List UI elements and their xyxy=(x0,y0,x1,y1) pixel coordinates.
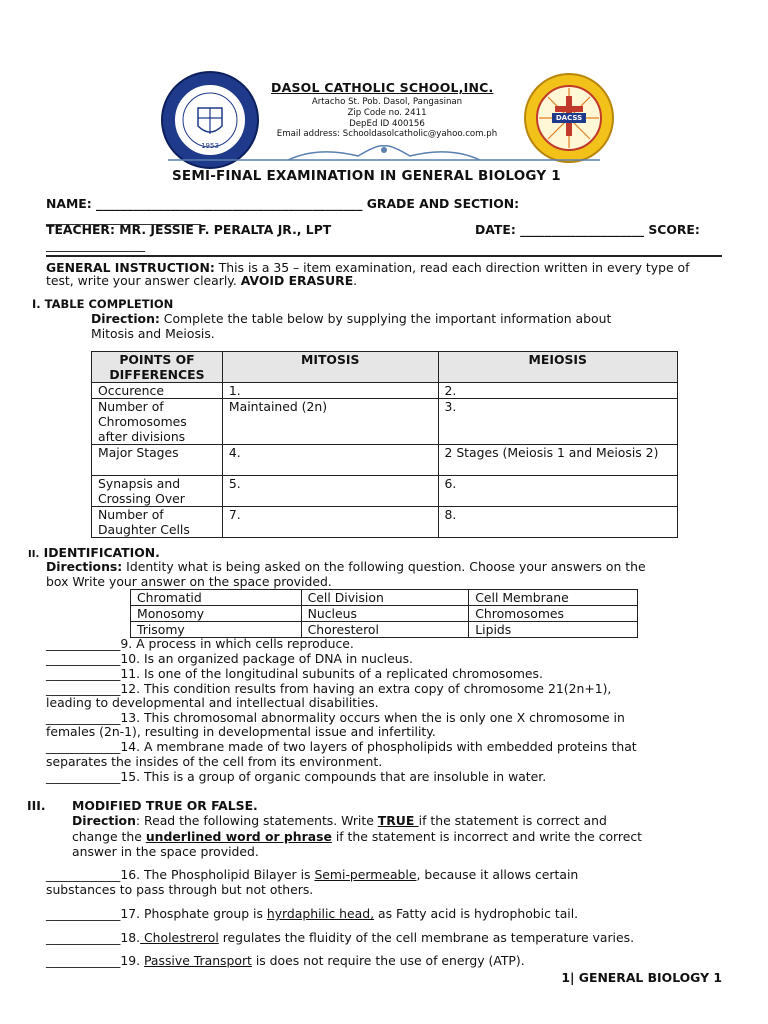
table-cell: 8. xyxy=(438,507,678,538)
question-item xyxy=(46,906,578,921)
table-row xyxy=(92,399,678,445)
exam-title: SEMI-FINAL EXAMINATION IN GENERAL BIOLOGY 1 xyxy=(172,168,561,184)
table-cell: 2. xyxy=(438,383,678,399)
question-item-cont: leading to developmental and intellectual disabilities. xyxy=(46,695,379,710)
school-email: Email address: Schooldasolcatholic@yahoo.com.ph xyxy=(276,129,498,139)
table-cell: 5. xyxy=(222,476,438,507)
section3-direction-text: : Read the following statements. Write xyxy=(135,813,378,828)
table-cell: 7. xyxy=(222,507,438,538)
table-cell: 6. xyxy=(438,476,678,507)
teacher-line: TEACHER: MR. JESSIE F. PERALTA JR., LPT xyxy=(46,222,332,237)
table-cell: Number of Chromosomes after divisions xyxy=(92,399,223,445)
general-instruction-text2: test, write your answer clearly. xyxy=(46,273,241,288)
table-header-row xyxy=(92,352,678,383)
table-cell: 2 Stages (Meiosis 1 and Meiosis 2) xyxy=(438,445,678,476)
section1-direction-line1 xyxy=(91,311,611,326)
table-cell: Synapsis and Crossing Over xyxy=(92,476,223,507)
dacss-logo-label: DACSS xyxy=(555,114,583,122)
section3-direction-line1 xyxy=(72,813,607,828)
general-instruction-text: This is a 35 – item examination, read each direction written in every type of xyxy=(214,260,690,275)
true-keyword: TRUE xyxy=(377,813,419,828)
table-row xyxy=(92,507,678,538)
header-divider xyxy=(46,255,722,257)
table-header: MEIOSIS xyxy=(438,352,678,383)
section1-heading xyxy=(32,297,173,312)
table-row xyxy=(92,383,678,399)
table-cell: 3. xyxy=(438,399,678,445)
question-item xyxy=(46,953,525,968)
mitosis-meiosis-table xyxy=(91,351,678,538)
table-cell: Major Stages xyxy=(92,445,223,476)
section3-direction-line3: answer in the space provided. xyxy=(72,844,259,859)
header-ornament-divider xyxy=(168,142,600,166)
section3-heading: MODIFIED TRUE OR FALSE. xyxy=(72,798,258,813)
choice-item: Cell Membrane xyxy=(469,590,638,606)
section1-direction-label: Direction: xyxy=(91,311,160,326)
question-item: ____________14. A membrane made of two layers of phospholipids with embedded proteins that xyxy=(46,739,637,754)
table-row xyxy=(92,445,678,476)
choice-item: Chromosomes xyxy=(469,606,638,622)
avoid-erasure: AVOID ERASURE xyxy=(240,273,354,288)
section3-direction-text: if the statement is correct and xyxy=(418,813,607,828)
choice-item: Nucleus xyxy=(301,606,469,622)
question-item xyxy=(46,930,634,945)
table-row xyxy=(92,476,678,507)
section1-direction-text: Complete the table below by supplying the important information about xyxy=(159,311,612,326)
name-grade-line: NAME: ___________________________________________ GRADE AND SECTION: xyxy=(46,196,520,211)
question-item: ____________15. This is a group of organic compounds that are insoluble in water. xyxy=(46,769,547,784)
school-zip: Zip Code no. 2411 xyxy=(347,108,427,118)
choice-item: Monosomy xyxy=(131,606,302,622)
svg-text:1953: 1953 xyxy=(201,142,219,150)
question-item: ____________9. A process in which cells reproduce. xyxy=(46,636,354,651)
section1-numeral: I. xyxy=(32,297,41,311)
underlined-term: Semi-permeable xyxy=(314,867,417,882)
underlined-phrase-keyword: underlined word or phrase xyxy=(145,829,332,844)
page-footer: 1| GENERAL BIOLOGY 1 xyxy=(561,970,722,985)
section2-title: IDENTIFICATION. xyxy=(43,545,160,560)
section1-title: TABLE COMPLETION xyxy=(44,297,174,311)
question-item: ____________13. This chromosomal abnormality occurs when the is only one X chromosome in xyxy=(46,710,625,725)
general-instruction-period: . xyxy=(353,273,358,288)
section3-direction-label: Direction xyxy=(72,813,136,828)
question-text: ____________19. xyxy=(46,953,144,968)
question-text: ____________18. xyxy=(46,930,141,945)
school-name: DASOL CATHOLIC SCHOOL,INC. xyxy=(271,80,494,95)
question-item: ____________12. This condition results from having an extra copy of chromosome 21(2n+1), xyxy=(46,681,612,696)
question-item xyxy=(46,867,578,882)
answer-choices-box xyxy=(130,589,638,638)
question-item: ____________11. Is one of the longitudinal subunits of a replicated chromosomes. xyxy=(46,666,543,681)
date-score-line: DATE: ____________________ SCORE: xyxy=(475,222,700,237)
section2-direction-text: Identity what is being asked on the following question. Choose your answers on the xyxy=(122,559,646,574)
grade-section-blank: _________________________ xyxy=(46,210,201,225)
question-item-cont: separates the insides of the cell from its environment. xyxy=(46,754,383,769)
section2-direction-line1 xyxy=(46,559,646,574)
question-item-cont: females (2n-1), resulting in developmental issue and infertility. xyxy=(46,724,436,739)
table-cell: Occurence xyxy=(92,383,223,399)
choice-item: Lipids xyxy=(469,622,638,638)
school-address: Artacho St. Pob. Dasol, Pangasinan xyxy=(311,97,463,107)
school-deped-id: DepEd ID 400156 xyxy=(349,119,425,129)
choice-item: Chromatid xyxy=(131,590,302,606)
underlined-term: Cholestrerol xyxy=(140,930,219,945)
section3-numeral: III. xyxy=(27,798,46,813)
underlined-term: Passive Transport xyxy=(144,953,252,968)
underlined-term: hyrdaphilic head, xyxy=(266,906,375,921)
question-text: is does not require the use of energy (ATP). xyxy=(251,953,525,968)
choices-row xyxy=(131,590,638,606)
question-text: regulates the fluidity of the cell membrane as temperature varies. xyxy=(218,930,635,945)
section1-direction-line2: Mitosis and Meiosis. xyxy=(91,326,215,341)
table-cell: 4. xyxy=(222,445,438,476)
section2-direction-line2: box Write your answer on the space provided. xyxy=(46,574,332,589)
choice-item: Trisomy xyxy=(131,622,302,638)
table-cell: Number of Daughter Cells xyxy=(92,507,223,538)
question-text: , because it allows certain xyxy=(416,867,579,882)
question-item-cont: substances to pass through but not others. xyxy=(46,882,314,897)
table-cell: Maintained (2n) xyxy=(222,399,438,445)
question-text: as Fatty acid is hydrophobic tail. xyxy=(374,906,579,921)
section3-direction-line2 xyxy=(72,829,642,844)
question-text: ____________17. Phosphate group is xyxy=(46,906,267,921)
score-blank: ________________ xyxy=(46,237,146,252)
section2-direction-label: Directions: xyxy=(46,559,123,574)
general-instruction-line2 xyxy=(46,273,357,288)
table-header: MITOSIS xyxy=(222,352,438,383)
question-text: ____________16. The Phospholipid Bilayer is xyxy=(46,867,315,882)
general-instruction-label: GENERAL INSTRUCTION: xyxy=(46,260,215,275)
choice-item: Choresterol xyxy=(301,622,469,638)
section3-direction-text: if the statement is incorrect and write the correct xyxy=(331,829,643,844)
section3-direction-text: change the xyxy=(72,829,146,844)
choice-item: Cell Division xyxy=(301,590,469,606)
section2-numeral: II. xyxy=(28,549,40,560)
choices-row xyxy=(131,606,638,622)
table-header: POINTS OF DIFFERENCES xyxy=(92,352,223,383)
question-item: ____________10. Is an organized package of DNA in nucleus. xyxy=(46,651,413,666)
table-cell: 1. xyxy=(222,383,438,399)
